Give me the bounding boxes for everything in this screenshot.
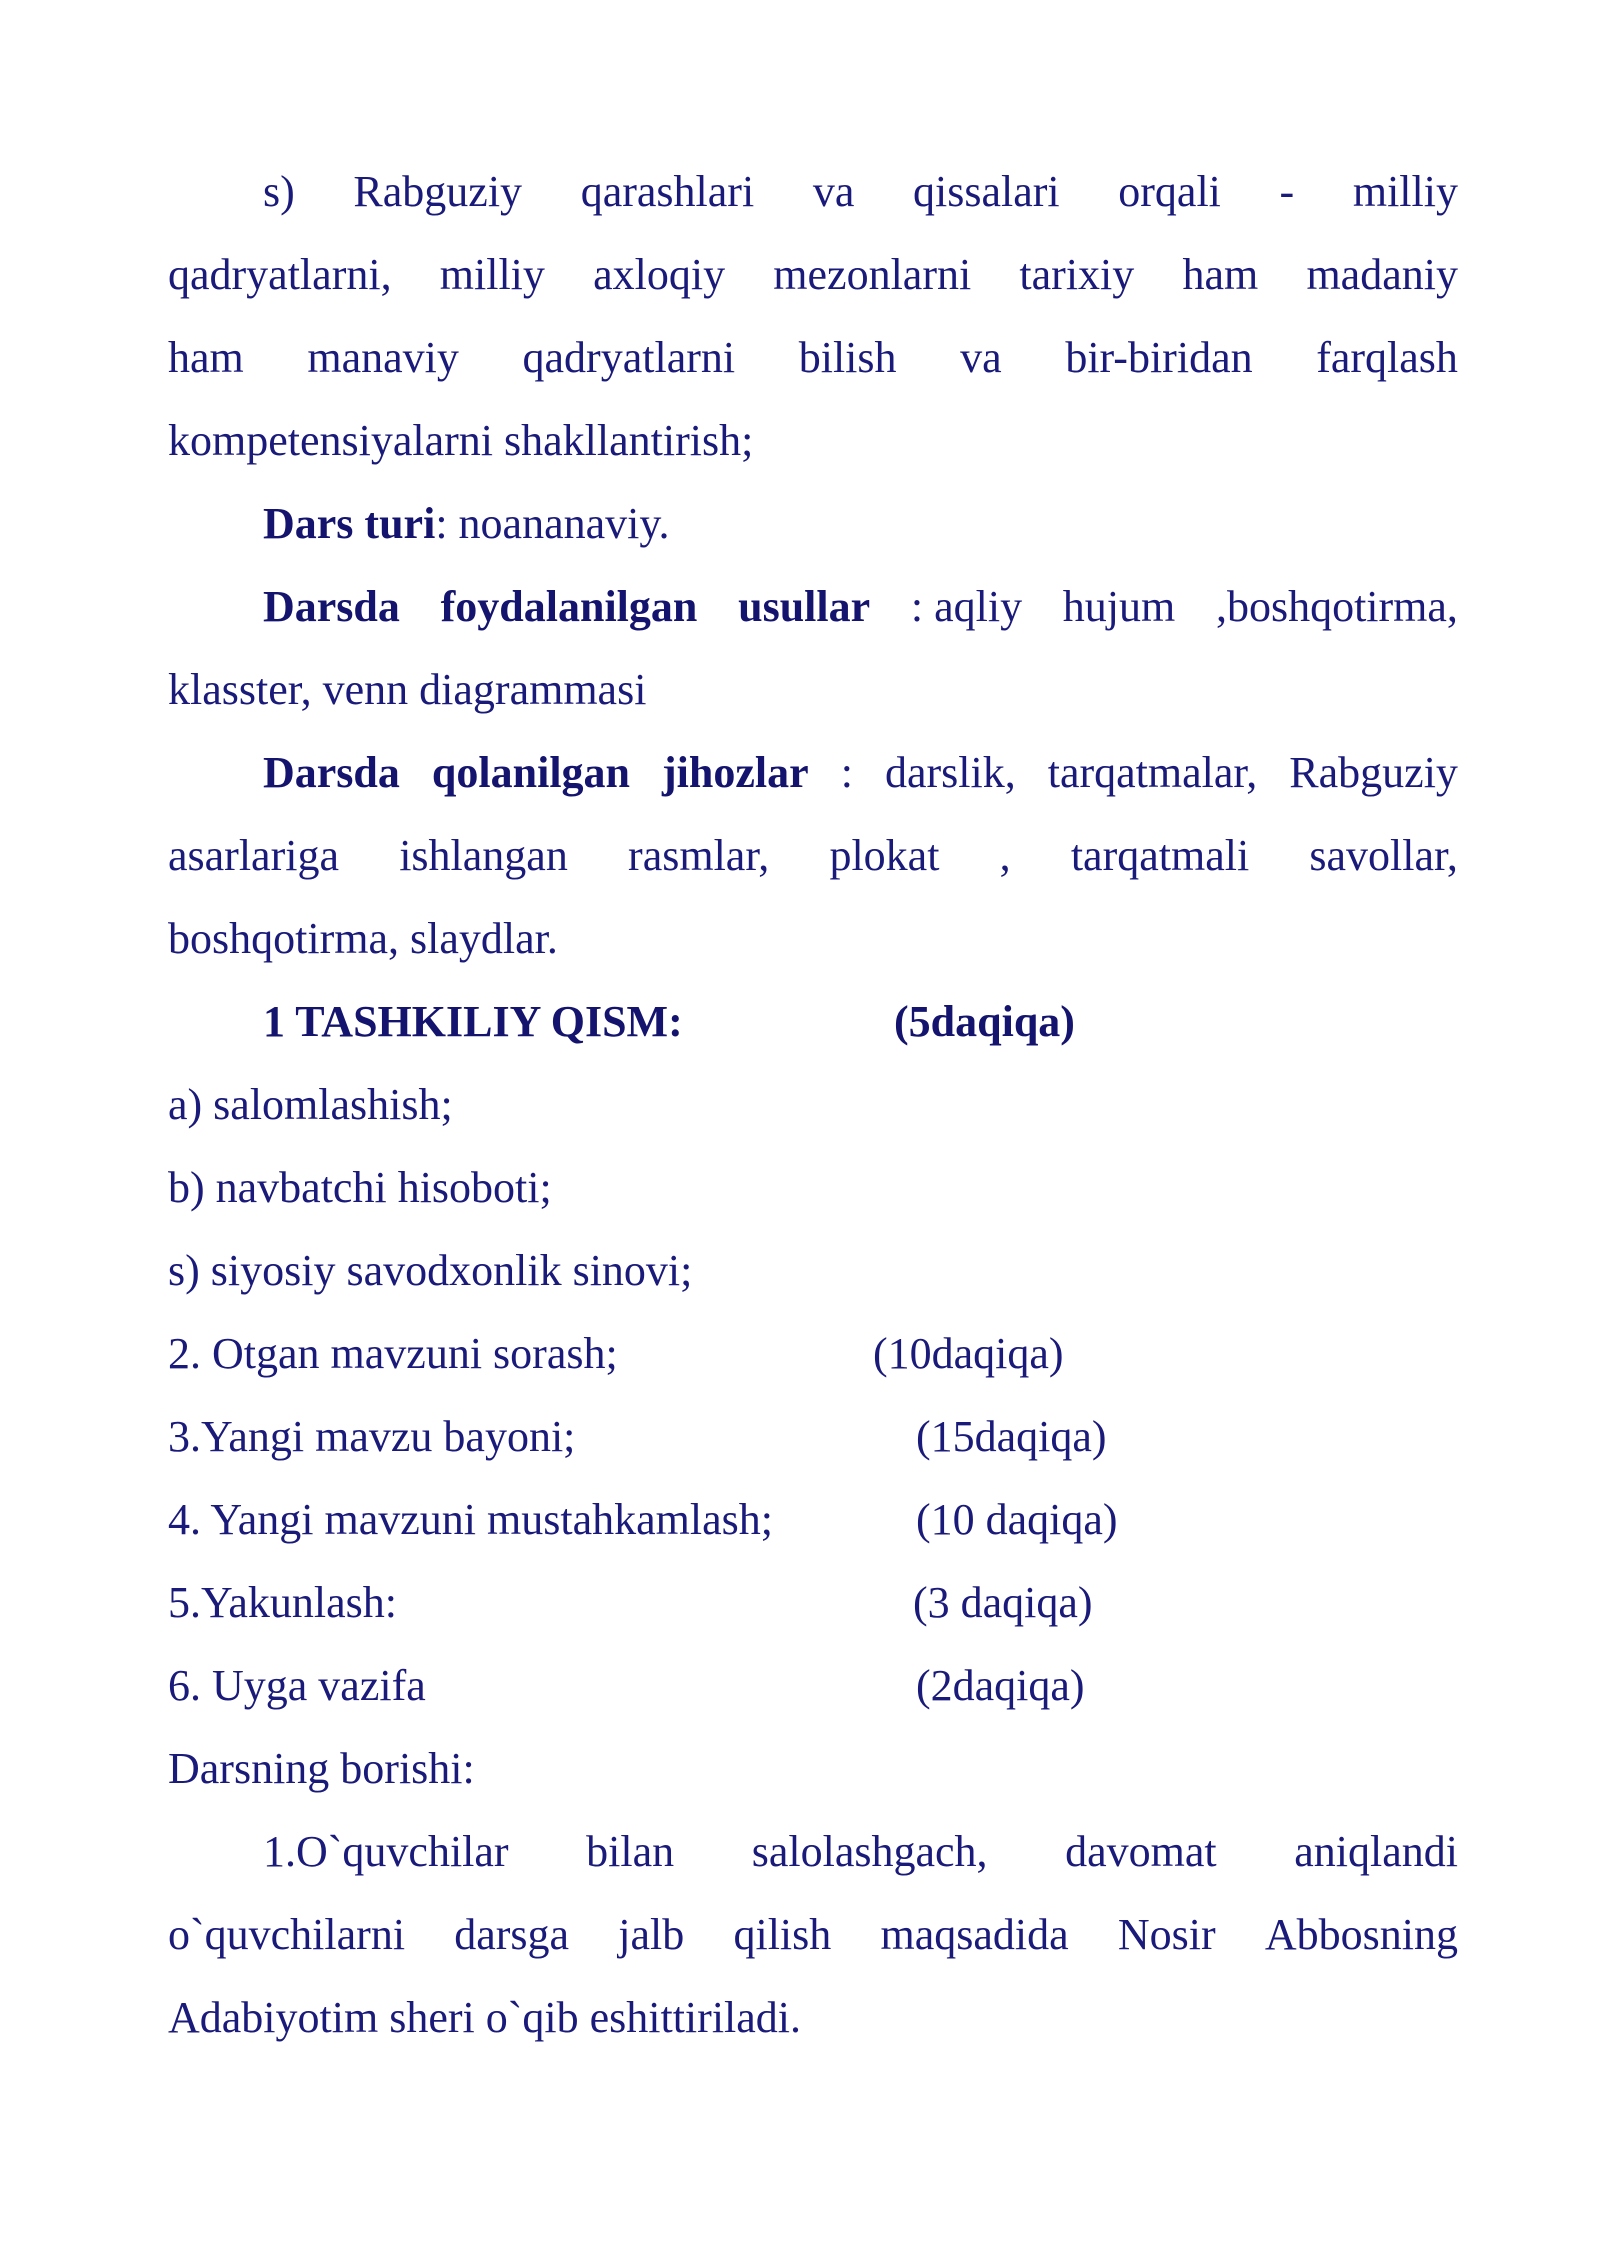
dars-turi-line: [168, 482, 1458, 565]
step-row: [168, 1395, 1458, 1478]
step-time: (3 daqiqa): [913, 1578, 1093, 1627]
step-time: (2daqiqa): [916, 1661, 1085, 1710]
final-line-2: o`quvchilarni darsga jalb qilish maqsadida Nosir Abbosning: [168, 1910, 1458, 1959]
step-row: [168, 1478, 1458, 1561]
document-page: [168, 150, 1458, 2059]
borishi-heading: Darsning borishi:: [168, 1744, 475, 1793]
step-row: [168, 1561, 1458, 1644]
step-row: [168, 1312, 1458, 1395]
tashkiliy-title: 1 TASHKILIY QISM:: [263, 997, 683, 1046]
tashkiliy-heading: [168, 980, 1458, 1063]
list-item: b) navbatchi hisoboti;: [168, 1163, 552, 1212]
tashkiliy-time: (5daqiqa): [894, 997, 1075, 1046]
step-text: 5.Yakunlash:: [168, 1578, 398, 1627]
step-time: (10 daqiqa): [916, 1495, 1118, 1544]
list-item: a) salomlashish;: [168, 1080, 453, 1129]
jihozlar-line-3: boshqotirma, slaydlar.: [168, 914, 558, 963]
final-line-1: 1.O`quvchilar bilan salolashgach, davomat aniqlandi: [263, 1827, 1458, 1876]
step-text: 2. Otgan mavzuni sorash;: [168, 1329, 618, 1378]
dars-turi-value: : noananaviy.: [435, 499, 670, 548]
final-line-3: Adabiyotim sheri o`qib eshittiriladi.: [168, 1993, 802, 2042]
paragraph-1-line-4: kompetensiyalarni shakllantirish;: [168, 416, 754, 465]
step-time: (15daqiqa): [916, 1412, 1107, 1461]
list-item: s) siyosiy savodxonlik sinovi;: [168, 1246, 693, 1295]
paragraph-1-line-2: qadryatlarni, milliy axloqiy mezonlarni tarixiy ham madaniy: [168, 250, 1458, 299]
usullar-line-1: Darsda foydalanilgan usullar : aqliy hujum ,boshqotirma,: [263, 582, 1458, 631]
step-text: 6. Uyga vazifa: [168, 1661, 426, 1710]
paragraph-1-line-1: s) Rabguziy qarashlari va qissalari orqali - milliy: [263, 167, 1458, 216]
usullar-line-2: klasster, venn diagrammasi: [168, 665, 647, 714]
step-text: 3.Yangi mavzu bayoni;: [168, 1412, 576, 1461]
step-row: [168, 1644, 1458, 1727]
step-time: (10daqiqa): [873, 1329, 1064, 1378]
dars-turi-label: Dars turi: [263, 499, 436, 548]
jihozlar-line-1: Darsda qolanilgan jihozlar : darslik, tarqatmalar, Rabguziy: [263, 748, 1458, 797]
jihozlar-line-2: asarlariga ishlangan rasmlar, plokat , tarqatmali savollar,: [168, 831, 1458, 880]
step-text: 4. Yangi mavzuni mustahkamlash;: [168, 1495, 773, 1544]
paragraph-1-line-3: ham manaviy qadryatlarni bilish va bir-biridan farqlash: [168, 333, 1458, 382]
